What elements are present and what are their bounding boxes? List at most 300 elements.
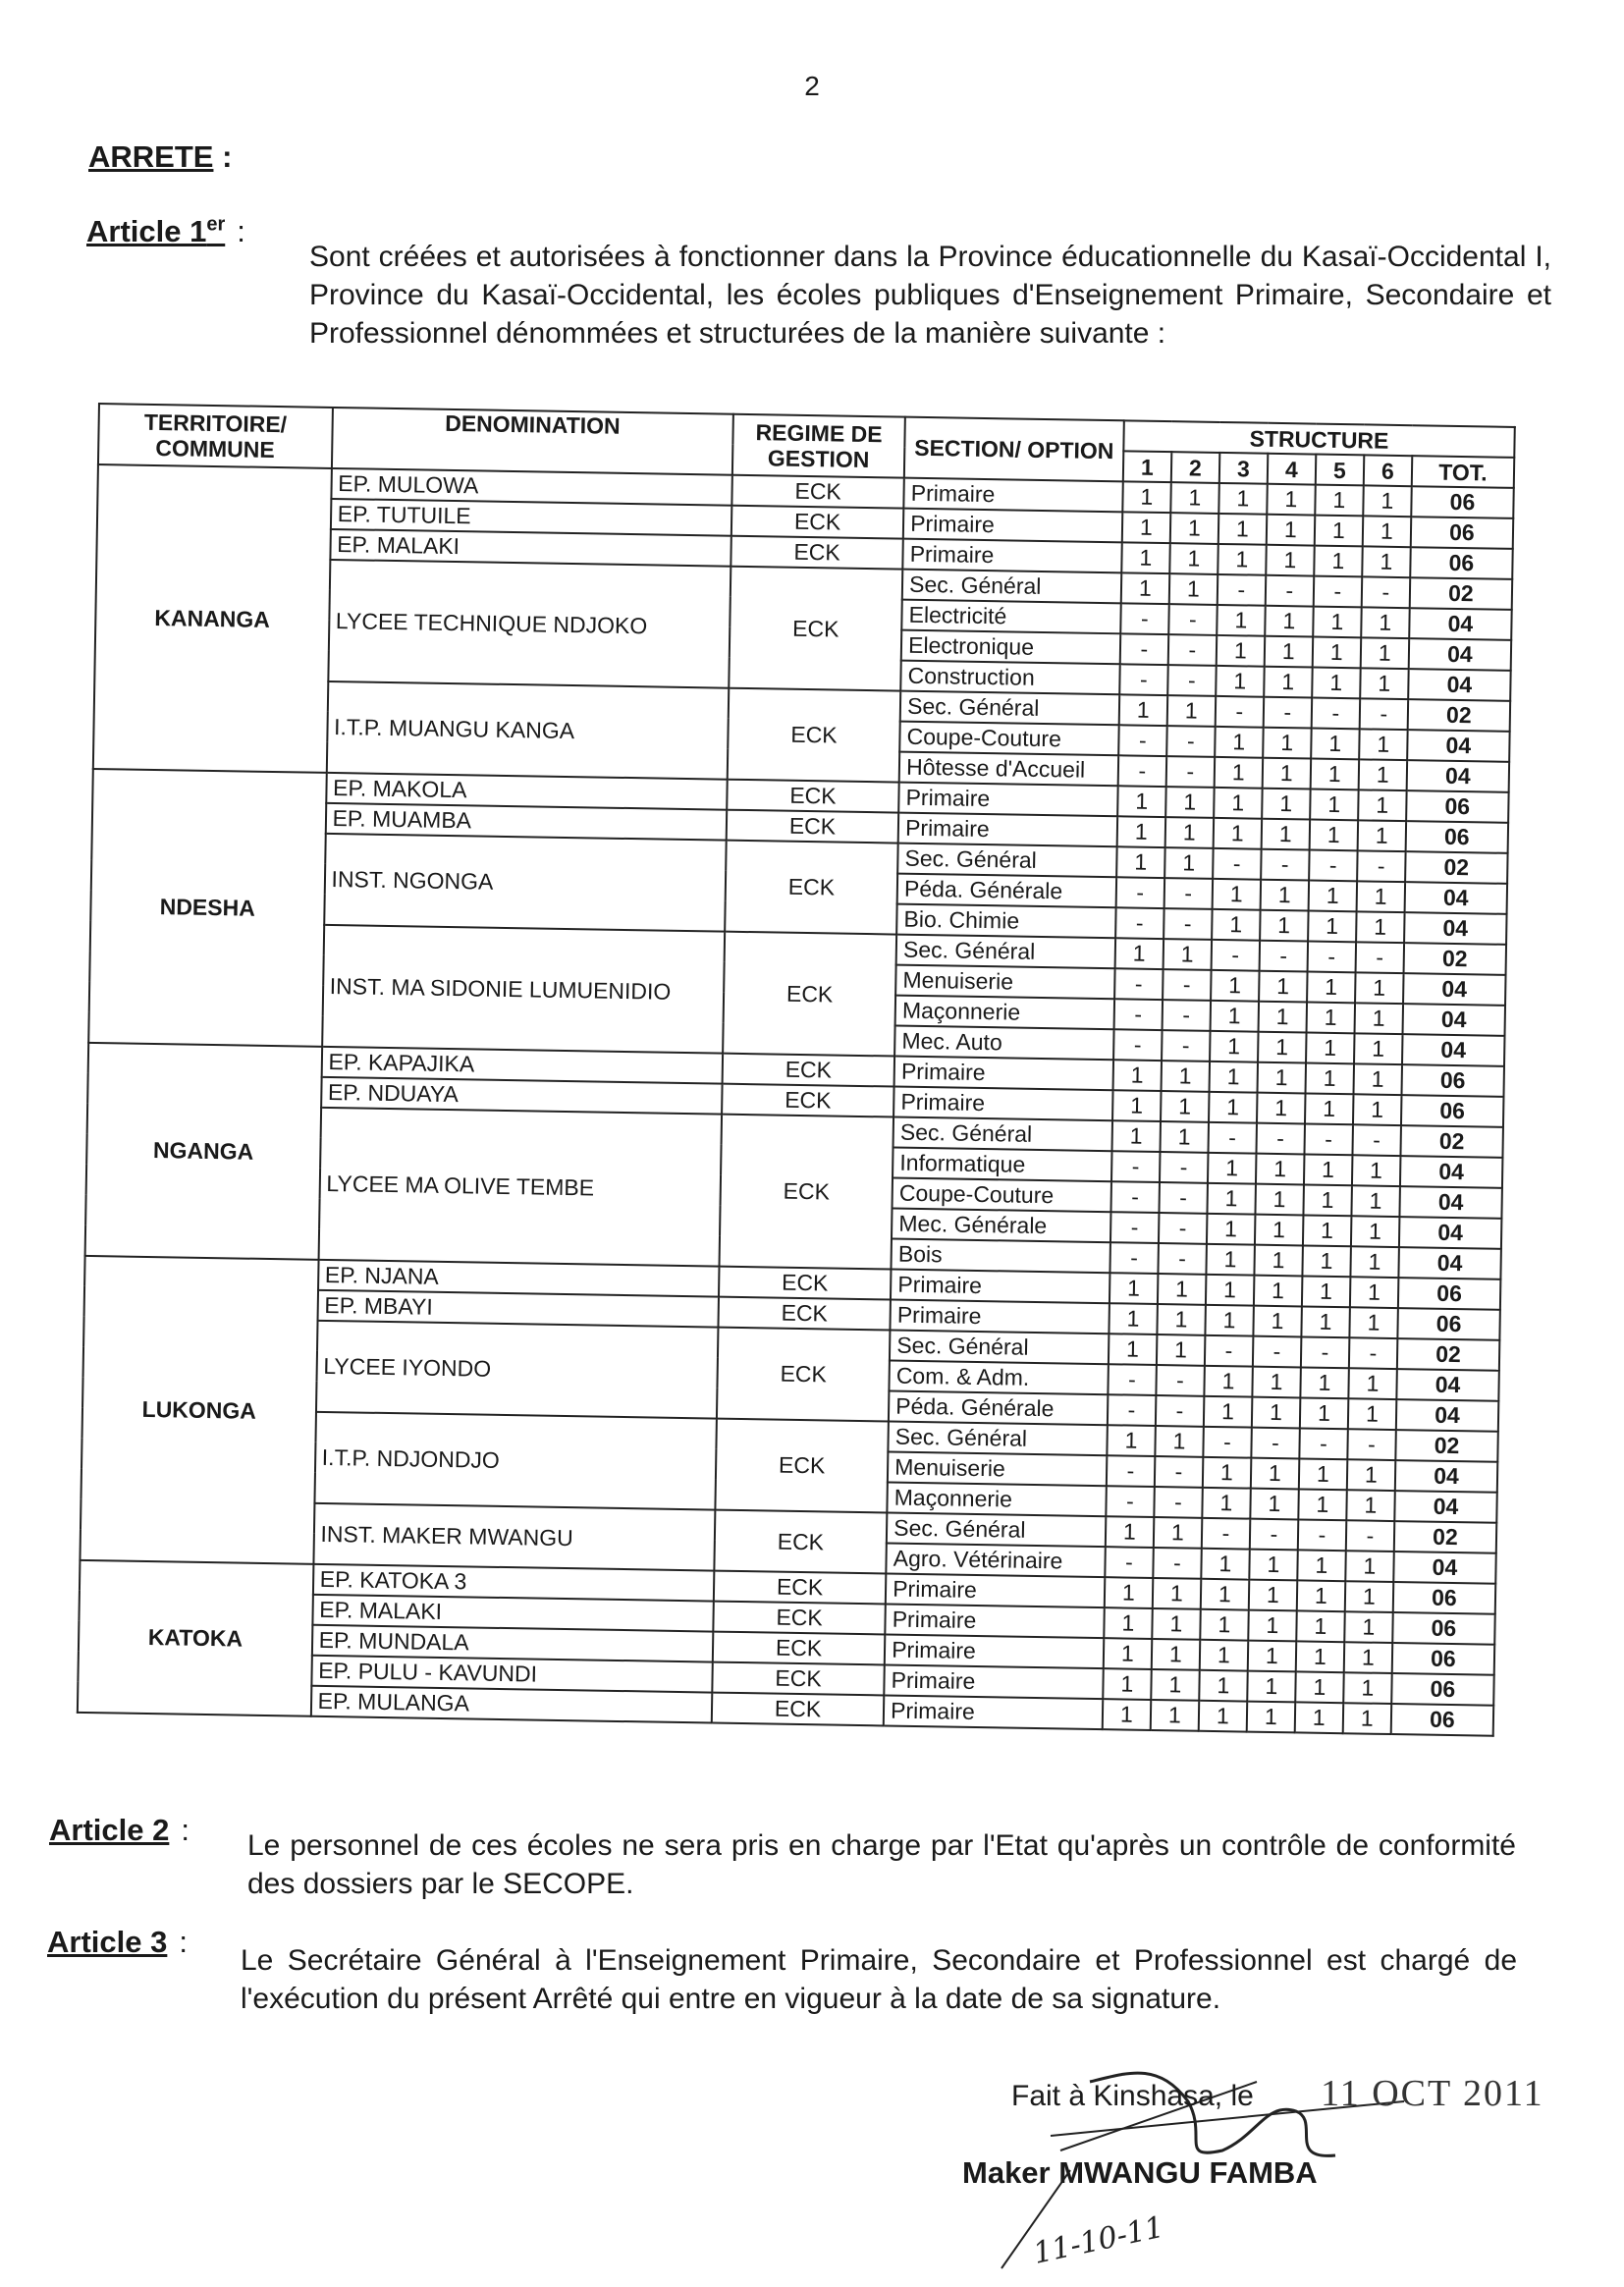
header-territoire: TERRITOIRE/ COMMUNE bbox=[98, 404, 333, 468]
level-cell: 1 bbox=[1207, 1214, 1256, 1245]
heading-label: ARRETE bbox=[88, 139, 214, 174]
total-cell: 04 bbox=[1408, 669, 1511, 701]
level-cell: - bbox=[1360, 698, 1409, 730]
header-regime: REGIME DE GESTION bbox=[732, 414, 905, 478]
level-cell: - bbox=[1156, 1365, 1205, 1396]
level-cell: 1 bbox=[1117, 816, 1166, 847]
section-cell: Mec. Auto bbox=[894, 1026, 1113, 1061]
level-cell: 1 bbox=[1201, 1579, 1250, 1610]
school-name-cell: EP. PULU - KAVUNDI bbox=[311, 1656, 713, 1693]
header-level-2: 2 bbox=[1171, 452, 1220, 483]
level-cell: 1 bbox=[1357, 820, 1406, 851]
table-body bbox=[78, 464, 1514, 1736]
level-cell: 1 bbox=[1170, 513, 1219, 544]
level-cell: 1 bbox=[1165, 787, 1215, 818]
total-cell: 02 bbox=[1405, 851, 1508, 884]
level-cell: 1 bbox=[1116, 846, 1165, 878]
level-cell: 1 bbox=[1304, 1154, 1353, 1185]
article-3-label bbox=[47, 1925, 188, 1960]
level-cell: - bbox=[1213, 848, 1262, 880]
school-name-cell: EP. MALAKI bbox=[312, 1595, 714, 1632]
section-cell: Mec. Générale bbox=[892, 1209, 1110, 1243]
level-cell: 1 bbox=[1311, 729, 1360, 760]
section-cell: Informatique bbox=[893, 1148, 1111, 1182]
level-cell: - bbox=[1110, 1181, 1160, 1213]
level-cell: - bbox=[1159, 1182, 1208, 1214]
section-cell: Agro. Vétérinaire bbox=[886, 1543, 1105, 1577]
level-cell: - bbox=[1256, 1123, 1305, 1155]
level-cell: 1 bbox=[1260, 880, 1309, 911]
level-cell: 1 bbox=[1260, 910, 1309, 942]
level-cell: - bbox=[1105, 1547, 1154, 1578]
section-cell: Primaire bbox=[885, 1604, 1104, 1638]
level-cell: 1 bbox=[1163, 939, 1212, 970]
level-cell: 1 bbox=[1350, 1277, 1399, 1308]
total-cell: 04 bbox=[1404, 912, 1507, 945]
level-cell: 1 bbox=[1309, 820, 1358, 851]
level-cell: 1 bbox=[1247, 1671, 1296, 1703]
total-cell: 06 bbox=[1391, 1704, 1494, 1736]
level-cell: - bbox=[1347, 1429, 1396, 1460]
level-cell: 1 bbox=[1214, 818, 1263, 849]
section-cell: Péda. Générale bbox=[889, 1390, 1108, 1425]
level-cell: 1 bbox=[1117, 786, 1166, 817]
total-cell: 04 bbox=[1402, 1034, 1505, 1066]
level-cell: - bbox=[1110, 1242, 1159, 1274]
school-name-cell: EP. KAPAJIKA bbox=[321, 1047, 723, 1084]
school-name-cell: EP. MALAKI bbox=[330, 529, 731, 567]
level-cell: - bbox=[1154, 1487, 1203, 1518]
level-cell: 1 bbox=[1152, 1639, 1201, 1670]
level-cell: 1 bbox=[1204, 1396, 1253, 1428]
level-cell: 1 bbox=[1249, 1550, 1298, 1581]
level-cell: - bbox=[1164, 878, 1213, 909]
section-cell: Electronique bbox=[901, 630, 1120, 665]
header-level-6: 6 bbox=[1364, 455, 1413, 486]
total-cell: 06 bbox=[1398, 1278, 1501, 1310]
level-cell: 1 bbox=[1210, 1031, 1259, 1062]
level-cell: - bbox=[1355, 942, 1404, 973]
level-cell: 1 bbox=[1105, 1577, 1154, 1608]
level-cell: 1 bbox=[1262, 789, 1311, 820]
level-cell: 1 bbox=[1252, 1367, 1301, 1398]
section-cell: Hôtesse d'Accueil bbox=[899, 752, 1118, 787]
total-cell: 06 bbox=[1397, 1308, 1500, 1340]
level-cell: 1 bbox=[1157, 1304, 1206, 1335]
level-cell: 1 bbox=[1247, 1702, 1296, 1733]
territory-cell: KANANGA bbox=[93, 464, 332, 773]
territory-cell: KATOKA bbox=[78, 1560, 313, 1716]
level-cell: 1 bbox=[1110, 1273, 1159, 1304]
level-cell: - bbox=[1203, 1427, 1252, 1458]
school-name-cell: EP. KATOKA 3 bbox=[312, 1564, 714, 1602]
section-cell: Sec. Général bbox=[896, 935, 1115, 969]
level-cell: 1 bbox=[1350, 1246, 1399, 1278]
section-cell: Sec. Général bbox=[902, 570, 1121, 604]
handwritten-date: 11-10-11 bbox=[1030, 2209, 1167, 2271]
level-cell: 1 bbox=[1170, 482, 1219, 514]
level-cell: 1 bbox=[1265, 606, 1314, 637]
school-name-cell: LYCEE IYONDO bbox=[316, 1321, 719, 1419]
level-cell: - bbox=[1298, 1519, 1347, 1551]
header-level-1: 1 bbox=[1123, 451, 1172, 482]
level-cell: 1 bbox=[1208, 1153, 1257, 1184]
school-name-cell: EP. NJANA bbox=[318, 1260, 720, 1297]
decree-heading bbox=[88, 139, 232, 175]
level-cell: 1 bbox=[1254, 1276, 1303, 1307]
level-cell: - bbox=[1120, 633, 1169, 665]
level-cell: 1 bbox=[1300, 1397, 1349, 1429]
school-name-cell: LYCEE MA OLIVE TEMBE bbox=[318, 1108, 722, 1267]
level-cell: - bbox=[1314, 576, 1363, 608]
level-cell: 1 bbox=[1155, 1426, 1204, 1457]
level-cell: - bbox=[1115, 907, 1164, 939]
level-cell: - bbox=[1346, 1520, 1395, 1552]
level-cell: 1 bbox=[1305, 1093, 1354, 1124]
level-cell: - bbox=[1309, 850, 1358, 882]
heading-colon: : bbox=[222, 139, 233, 174]
level-cell: 1 bbox=[1212, 909, 1261, 941]
regime-cell: ECK bbox=[723, 1054, 895, 1087]
school-name-cell: INST. MA SIDONIE LUMUENIDIO bbox=[322, 925, 725, 1054]
article-1-text: Sont créées et autorisées à fonctionner dans la Province éducationnelle du Kasaï-Occidental I, Province du Kasaï-Occidental, les écoles publiques d'Enseignement Primaire, Secondaire et Professionnel dénommées et structurées de la manière suivante : bbox=[309, 241, 1551, 350]
level-cell: 1 bbox=[1122, 512, 1171, 543]
section-cell: Sec. Général bbox=[889, 1421, 1108, 1455]
section-cell: Primaire bbox=[894, 1057, 1113, 1091]
level-cell: 1 bbox=[1216, 666, 1265, 697]
level-cell: 1 bbox=[1363, 516, 1412, 547]
level-cell: 1 bbox=[1305, 1062, 1354, 1094]
level-cell: 1 bbox=[1343, 1703, 1392, 1734]
page-number: 2 bbox=[804, 71, 820, 101]
regime-cell: ECK bbox=[712, 1693, 885, 1726]
section-cell: Primaire bbox=[884, 1695, 1103, 1729]
level-cell: - bbox=[1261, 849, 1310, 881]
level-cell: 1 bbox=[1347, 1459, 1396, 1491]
level-cell: - bbox=[1160, 1152, 1209, 1183]
article-3-text: Le Secrétaire Général à l'Enseignement Primaire, Secondaire et Professionnel est chargé de l'exécution du présent Arrêté qui entre en vigueur à la date de sa signature. bbox=[241, 1944, 1517, 2015]
section-cell: Primaire bbox=[886, 1573, 1105, 1607]
level-cell: 1 bbox=[1114, 938, 1164, 969]
regime-cell: ECK bbox=[729, 567, 902, 691]
level-cell: - bbox=[1155, 1456, 1204, 1488]
section-cell: Maçonnerie bbox=[888, 1482, 1107, 1516]
total-cell: 02 bbox=[1400, 1125, 1503, 1158]
regime-cell: ECK bbox=[719, 1267, 892, 1300]
regime-cell: ECK bbox=[725, 841, 898, 935]
total-cell: 02 bbox=[1403, 943, 1506, 975]
school-name-cell: EP. MULOWA bbox=[331, 468, 732, 506]
level-cell: - bbox=[1205, 1335, 1254, 1367]
level-cell: 1 bbox=[1209, 1092, 1258, 1123]
level-cell: - bbox=[1208, 1122, 1257, 1154]
level-cell: - bbox=[1113, 1029, 1163, 1061]
level-cell: 1 bbox=[1253, 1306, 1302, 1337]
regime-cell: ECK bbox=[723, 932, 896, 1057]
total-cell: 06 bbox=[1391, 1673, 1494, 1706]
level-cell: 1 bbox=[1218, 514, 1268, 545]
level-cell: - bbox=[1264, 697, 1313, 729]
level-cell: - bbox=[1114, 968, 1164, 1000]
total-cell: 06 bbox=[1411, 517, 1514, 549]
section-cell: Com. & Adm. bbox=[890, 1360, 1109, 1394]
level-cell: 1 bbox=[1264, 667, 1313, 698]
level-cell: 1 bbox=[1109, 1334, 1158, 1365]
schools-table bbox=[77, 403, 1516, 1737]
section-cell: Primaire bbox=[898, 813, 1117, 847]
level-cell: 1 bbox=[1301, 1306, 1350, 1337]
level-cell: 1 bbox=[1265, 636, 1314, 668]
total-cell: 04 bbox=[1400, 1156, 1503, 1188]
school-name-cell: EP. NDUAYA bbox=[321, 1077, 723, 1115]
section-cell: Sec. Général bbox=[887, 1512, 1106, 1547]
level-cell: 1 bbox=[1215, 727, 1264, 758]
level-cell: 1 bbox=[1354, 1033, 1403, 1064]
level-cell: - bbox=[1352, 1124, 1401, 1156]
level-cell: 1 bbox=[1298, 1489, 1347, 1520]
level-cell: 1 bbox=[1307, 971, 1356, 1003]
regime-cell: ECK bbox=[717, 1328, 891, 1422]
total-cell: 04 bbox=[1404, 882, 1507, 914]
level-cell: 1 bbox=[1210, 1001, 1259, 1032]
school-name-cell: EP. MAKOLA bbox=[326, 773, 728, 810]
level-cell: 1 bbox=[1359, 729, 1408, 760]
level-cell: 1 bbox=[1157, 1334, 1206, 1366]
section-cell: Coupe-Couture bbox=[893, 1178, 1111, 1213]
signer-name: Maker MWANGU FAMBA bbox=[962, 2155, 1318, 2190]
level-cell: 1 bbox=[1344, 1611, 1393, 1643]
section-cell: Primaire bbox=[891, 1300, 1110, 1334]
level-cell: 1 bbox=[1314, 546, 1363, 577]
level-cell: - bbox=[1118, 725, 1167, 756]
total-cell: 04 bbox=[1396, 1399, 1499, 1432]
total-cell: 06 bbox=[1393, 1582, 1496, 1614]
header-section: SECTION/ OPTION bbox=[904, 417, 1124, 482]
level-cell: 1 bbox=[1248, 1641, 1297, 1672]
level-cell: 1 bbox=[1306, 1002, 1355, 1033]
level-cell: 1 bbox=[1200, 1609, 1249, 1641]
level-cell: 1 bbox=[1103, 1668, 1152, 1700]
signoff-place: Fait à Kinshasa, le bbox=[1011, 2080, 1254, 2112]
level-cell: - bbox=[1111, 1151, 1161, 1182]
total-cell: 04 bbox=[1396, 1369, 1499, 1401]
level-cell: 1 bbox=[1200, 1640, 1249, 1671]
level-cell: 1 bbox=[1313, 637, 1362, 669]
article-1-title: Article 1 bbox=[86, 214, 207, 249]
level-cell: 1 bbox=[1121, 542, 1170, 573]
total-cell: 04 bbox=[1409, 638, 1512, 671]
level-cell: 1 bbox=[1250, 1489, 1299, 1520]
level-cell: 1 bbox=[1103, 1699, 1152, 1730]
level-cell: 1 bbox=[1249, 1580, 1298, 1611]
level-cell: 1 bbox=[1359, 759, 1408, 790]
level-cell: - bbox=[1166, 756, 1216, 788]
section-cell: Bio. Chimie bbox=[896, 904, 1115, 939]
section-cell: Primaire bbox=[898, 783, 1117, 817]
level-cell: 1 bbox=[1353, 1063, 1402, 1095]
article-2-text: Le personnel de ces écoles ne sera pris en charge par l'Etat qu'après un contrôle de conformité des dossiers par le SECOPE. bbox=[247, 1829, 1516, 1900]
level-cell: 1 bbox=[1255, 1184, 1304, 1216]
stamp-date: 11 OCT 2011 bbox=[1321, 2073, 1544, 2114]
level-cell: 1 bbox=[1362, 546, 1411, 577]
level-cell: 1 bbox=[1349, 1307, 1398, 1338]
level-cell: 1 bbox=[1302, 1245, 1351, 1277]
level-cell: 1 bbox=[1151, 1669, 1200, 1701]
level-cell: 1 bbox=[1152, 1608, 1201, 1640]
header-structure: STRUCTURE bbox=[1123, 420, 1515, 458]
header-denomination: DENOMINATION bbox=[332, 408, 733, 475]
total-cell: 04 bbox=[1403, 973, 1506, 1006]
level-cell: 1 bbox=[1256, 1154, 1305, 1185]
level-cell: 1 bbox=[1207, 1183, 1256, 1215]
level-cell: 1 bbox=[1295, 1702, 1344, 1733]
level-cell: 1 bbox=[1161, 1091, 1210, 1122]
level-cell: - bbox=[1164, 908, 1213, 940]
regime-cell: ECK bbox=[727, 780, 899, 813]
level-cell: - bbox=[1167, 665, 1217, 696]
section-cell: Primaire bbox=[891, 1270, 1110, 1304]
section-cell: Péda. Générale bbox=[897, 874, 1116, 908]
level-cell: 1 bbox=[1258, 1002, 1307, 1033]
total-cell: 02 bbox=[1395, 1430, 1498, 1462]
total-cell: 06 bbox=[1392, 1612, 1495, 1645]
level-cell: - bbox=[1118, 755, 1167, 787]
level-cell: 1 bbox=[1112, 1060, 1162, 1091]
article-1-label bbox=[86, 214, 245, 249]
section-cell: Primaire bbox=[884, 1664, 1103, 1699]
regime-cell: ECK bbox=[713, 1632, 886, 1665]
total-cell: 06 bbox=[1411, 486, 1514, 518]
level-cell: - bbox=[1106, 1486, 1155, 1517]
level-cell: - bbox=[1218, 574, 1267, 606]
school-name-cell: EP. MUAMBA bbox=[325, 803, 727, 841]
level-cell: 1 bbox=[1160, 1121, 1209, 1153]
level-cell: 1 bbox=[1267, 484, 1316, 516]
level-cell: 1 bbox=[1356, 881, 1405, 912]
section-cell: Sec. Général bbox=[900, 691, 1119, 726]
regime-cell: ECK bbox=[731, 536, 903, 570]
article-2-label bbox=[49, 1813, 189, 1848]
regime-cell: ECK bbox=[715, 1419, 889, 1513]
level-cell: 1 bbox=[1344, 1642, 1393, 1673]
section-cell: Primaire bbox=[903, 509, 1122, 543]
level-cell: 1 bbox=[1165, 817, 1215, 848]
level-cell: 1 bbox=[1205, 1305, 1254, 1336]
level-cell: - bbox=[1107, 1455, 1156, 1487]
level-cell: 1 bbox=[1257, 1062, 1306, 1094]
total-cell: 04 bbox=[1399, 1217, 1502, 1249]
header-level-5: 5 bbox=[1316, 455, 1365, 486]
section-cell: Bois bbox=[892, 1239, 1110, 1274]
total-cell: 06 bbox=[1410, 547, 1513, 579]
level-cell: 1 bbox=[1302, 1276, 1351, 1307]
signoff-line bbox=[1011, 2072, 1544, 2115]
level-cell: 1 bbox=[1151, 1700, 1200, 1731]
level-cell: 1 bbox=[1266, 545, 1315, 576]
level-cell: - bbox=[1156, 1395, 1205, 1427]
level-cell: 1 bbox=[1257, 1093, 1306, 1124]
level-cell: 1 bbox=[1106, 1516, 1155, 1548]
level-cell: 1 bbox=[1351, 1185, 1400, 1217]
level-cell: - bbox=[1113, 999, 1163, 1030]
level-cell: 1 bbox=[1303, 1184, 1352, 1216]
article-1-sup: er bbox=[206, 214, 226, 236]
level-cell: 1 bbox=[1308, 911, 1357, 943]
level-cell: 1 bbox=[1109, 1303, 1158, 1334]
header-total: TOT. bbox=[1412, 456, 1515, 488]
school-name-cell: EP. MULANGA bbox=[310, 1686, 712, 1723]
regime-cell: ECK bbox=[728, 688, 901, 783]
level-cell: 1 bbox=[1199, 1701, 1248, 1732]
level-cell: 1 bbox=[1348, 1398, 1397, 1430]
level-cell: - bbox=[1119, 664, 1168, 695]
total-cell: 04 bbox=[1407, 730, 1510, 762]
level-cell: 1 bbox=[1215, 757, 1264, 789]
total-cell: 06 bbox=[1406, 790, 1509, 823]
level-cell: 1 bbox=[1361, 607, 1410, 638]
section-cell: Primaire bbox=[902, 539, 1121, 573]
section-cell: Maçonnerie bbox=[895, 996, 1114, 1030]
total-cell: 04 bbox=[1395, 1460, 1498, 1493]
total-cell: 04 bbox=[1407, 760, 1510, 792]
level-cell: 1 bbox=[1352, 1155, 1401, 1186]
regime-cell: ECK bbox=[714, 1571, 887, 1605]
section-cell: Sec. Général bbox=[897, 844, 1116, 878]
level-cell: 1 bbox=[1167, 695, 1217, 727]
level-cell: - bbox=[1108, 1394, 1157, 1426]
level-cell: 1 bbox=[1206, 1244, 1255, 1276]
level-cell: 1 bbox=[1104, 1638, 1153, 1669]
level-cell: - bbox=[1304, 1123, 1353, 1155]
section-cell: Menuiserie bbox=[895, 965, 1114, 1000]
level-cell: 1 bbox=[1345, 1551, 1394, 1582]
level-cell: 1 bbox=[1153, 1578, 1202, 1609]
level-cell: 1 bbox=[1258, 1032, 1307, 1063]
level-cell: - bbox=[1115, 877, 1164, 908]
level-cell: 1 bbox=[1261, 819, 1310, 850]
article-1-colon: : bbox=[237, 214, 245, 249]
total-cell: 04 bbox=[1394, 1491, 1497, 1523]
level-cell: 1 bbox=[1214, 788, 1263, 819]
level-cell: - bbox=[1159, 1213, 1208, 1244]
level-cell: 1 bbox=[1199, 1670, 1248, 1702]
level-cell: 1 bbox=[1295, 1671, 1344, 1703]
level-cell: 1 bbox=[1310, 790, 1359, 821]
level-cell: 1 bbox=[1209, 1062, 1258, 1093]
level-cell: 1 bbox=[1353, 1094, 1402, 1125]
level-cell: - bbox=[1168, 604, 1218, 635]
level-cell: 1 bbox=[1217, 635, 1266, 667]
regime-cell: ECK bbox=[718, 1297, 891, 1331]
total-cell: 02 bbox=[1410, 577, 1513, 610]
school-name-cell: EP. MBAYI bbox=[317, 1290, 719, 1328]
header-level-4: 4 bbox=[1268, 454, 1317, 485]
level-cell: 1 bbox=[1351, 1216, 1400, 1247]
level-cell: 1 bbox=[1346, 1490, 1395, 1521]
level-cell: - bbox=[1158, 1243, 1207, 1275]
level-cell: - bbox=[1162, 1030, 1211, 1062]
total-cell: 06 bbox=[1401, 1095, 1504, 1127]
school-name-cell: I.T.P. MUANGU KANGA bbox=[326, 681, 729, 780]
level-cell: 1 bbox=[1315, 485, 1364, 517]
territory-cell: NDESHA bbox=[88, 769, 326, 1047]
school-name-cell: INST. NGONGA bbox=[324, 834, 727, 932]
regime-cell: ECK bbox=[719, 1115, 893, 1270]
territory-cell: NGANGA bbox=[85, 1043, 322, 1260]
school-name-cell: INST. MAKER MWANGU bbox=[313, 1503, 715, 1571]
section-cell: Primaire bbox=[903, 478, 1122, 513]
level-cell: 1 bbox=[1263, 758, 1312, 790]
